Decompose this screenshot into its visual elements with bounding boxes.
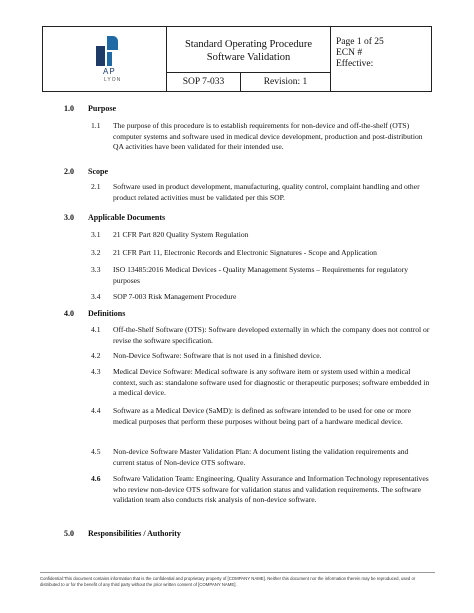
list-item bbox=[91, 230, 431, 241]
section-heading bbox=[64, 309, 125, 318]
item-text: Medical Device Software: Medical software is any software item or system used within a medical context, such as: standalone software used for diagnostic or therapeutic purposes; software embedded in a medical device. bbox=[113, 367, 430, 398]
list-item bbox=[91, 474, 431, 506]
document-title bbox=[167, 27, 331, 73]
effective-date: Effective: bbox=[336, 59, 374, 69]
document-header bbox=[42, 26, 432, 92]
item-text: Software used in product development, manufacturing, quality control, complaint handling and other product related activities must be validated per this SOP. bbox=[113, 182, 420, 202]
list-item bbox=[91, 248, 431, 259]
item-number: 3.4 bbox=[91, 292, 101, 301]
list-item bbox=[91, 447, 431, 468]
title-line-1: Standard Operating Procedure bbox=[184, 39, 313, 50]
item-number: 4.6 bbox=[91, 474, 101, 483]
logo-text: AP bbox=[103, 67, 116, 76]
item-text: ISO 13485:2016 Medical Devices - Quality Management Systems – Requirements for regulatory purposes bbox=[113, 265, 409, 285]
list-item bbox=[91, 351, 431, 362]
item-number: 3.3 bbox=[91, 265, 101, 274]
section-title: Definitions bbox=[88, 309, 126, 318]
item-number: 4.4 bbox=[91, 406, 101, 415]
section-title: Responsibilities / Authority bbox=[88, 529, 181, 538]
item-text: Non-Device Software: Software that is not used in a finished device. bbox=[113, 351, 322, 360]
sop-number: SOP 7-033 bbox=[167, 73, 241, 91]
item-number: 4.1 bbox=[91, 325, 101, 334]
item-text: Software as a Medical Device (SaMD): is defined as software intended to be used for one or more medical purposes that perform these purposes without being part of a hardware medical device. bbox=[113, 406, 411, 426]
item-number: 2.1 bbox=[91, 182, 101, 191]
section-number: 3.0 bbox=[64, 213, 74, 222]
item-number: 4.5 bbox=[91, 447, 101, 456]
section-heading bbox=[64, 529, 181, 538]
item-text: Non-device Software Master Validation Plan: A document listing the validation requirements and current status of Non-device OTS software. bbox=[113, 447, 409, 467]
item-text: SOP 7-003 Risk Management Procedure bbox=[113, 292, 237, 301]
section-number: 1.0 bbox=[64, 104, 74, 113]
item-text: 21 CFR Part 11, Electronic Records and Electronic Signatures - Scope and Application bbox=[113, 248, 377, 257]
section-title: Applicable Documents bbox=[88, 213, 166, 222]
section-heading bbox=[64, 167, 108, 176]
logo-subtext: LYON bbox=[104, 77, 122, 83]
section-heading bbox=[64, 213, 165, 222]
list-item bbox=[91, 367, 431, 399]
logo-cell bbox=[43, 27, 167, 91]
item-text: Software Validation Team: Engineering, Quality Assurance and Information Technology representatives who review non-device OTS software for validation status and validation requirements. The software validation team also conducts risk analysis of non-device software. bbox=[113, 474, 429, 505]
revision: Revision: 1 bbox=[241, 73, 331, 91]
item-number: 3.2 bbox=[91, 248, 101, 257]
list-item bbox=[91, 265, 431, 286]
confidentiality-footer: Confidential:This document contains information that is the confidential and proprietary property of [COMPANY NAME]. Neither this document nor the information therein may be reproduced, used or distributed to or for the benefit of any third party without the prior written consent of [COMPANY NAME]. bbox=[40, 572, 435, 588]
list-item bbox=[91, 121, 431, 153]
item-text: Off-the-Shelf Software (OTS): Software developed externally in which the company does not control or revise the software specification. bbox=[113, 325, 430, 345]
item-text: The purpose of this procedure is to establish requirements for non-device and off-the-shelf (OTS) computer systems and software used in medical device development, production and post-distribution QA activities have been validated for their intended use. bbox=[113, 121, 423, 152]
section-number: 4.0 bbox=[64, 309, 74, 318]
item-number: 1.1 bbox=[91, 121, 101, 130]
section-heading bbox=[64, 104, 116, 113]
list-item bbox=[91, 182, 431, 203]
section-number: 5.0 bbox=[64, 529, 74, 538]
title-line-2: Software Validation bbox=[206, 52, 291, 63]
list-item bbox=[91, 292, 431, 303]
item-number: 4.2 bbox=[91, 351, 101, 360]
ecn-number: ECN # bbox=[336, 48, 363, 58]
list-item bbox=[91, 325, 431, 346]
doc-meta bbox=[331, 27, 431, 91]
item-text: 21 CFR Part 820 Quality System Regulation bbox=[113, 230, 249, 239]
section-number: 2.0 bbox=[64, 167, 74, 176]
section-title: Scope bbox=[88, 167, 108, 176]
item-number: 3.1 bbox=[91, 230, 101, 239]
list-item bbox=[91, 406, 431, 427]
section-title: Purpose bbox=[88, 104, 116, 113]
item-number: 4.3 bbox=[91, 367, 101, 376]
page-number: Page 1 of 25 bbox=[336, 37, 384, 47]
